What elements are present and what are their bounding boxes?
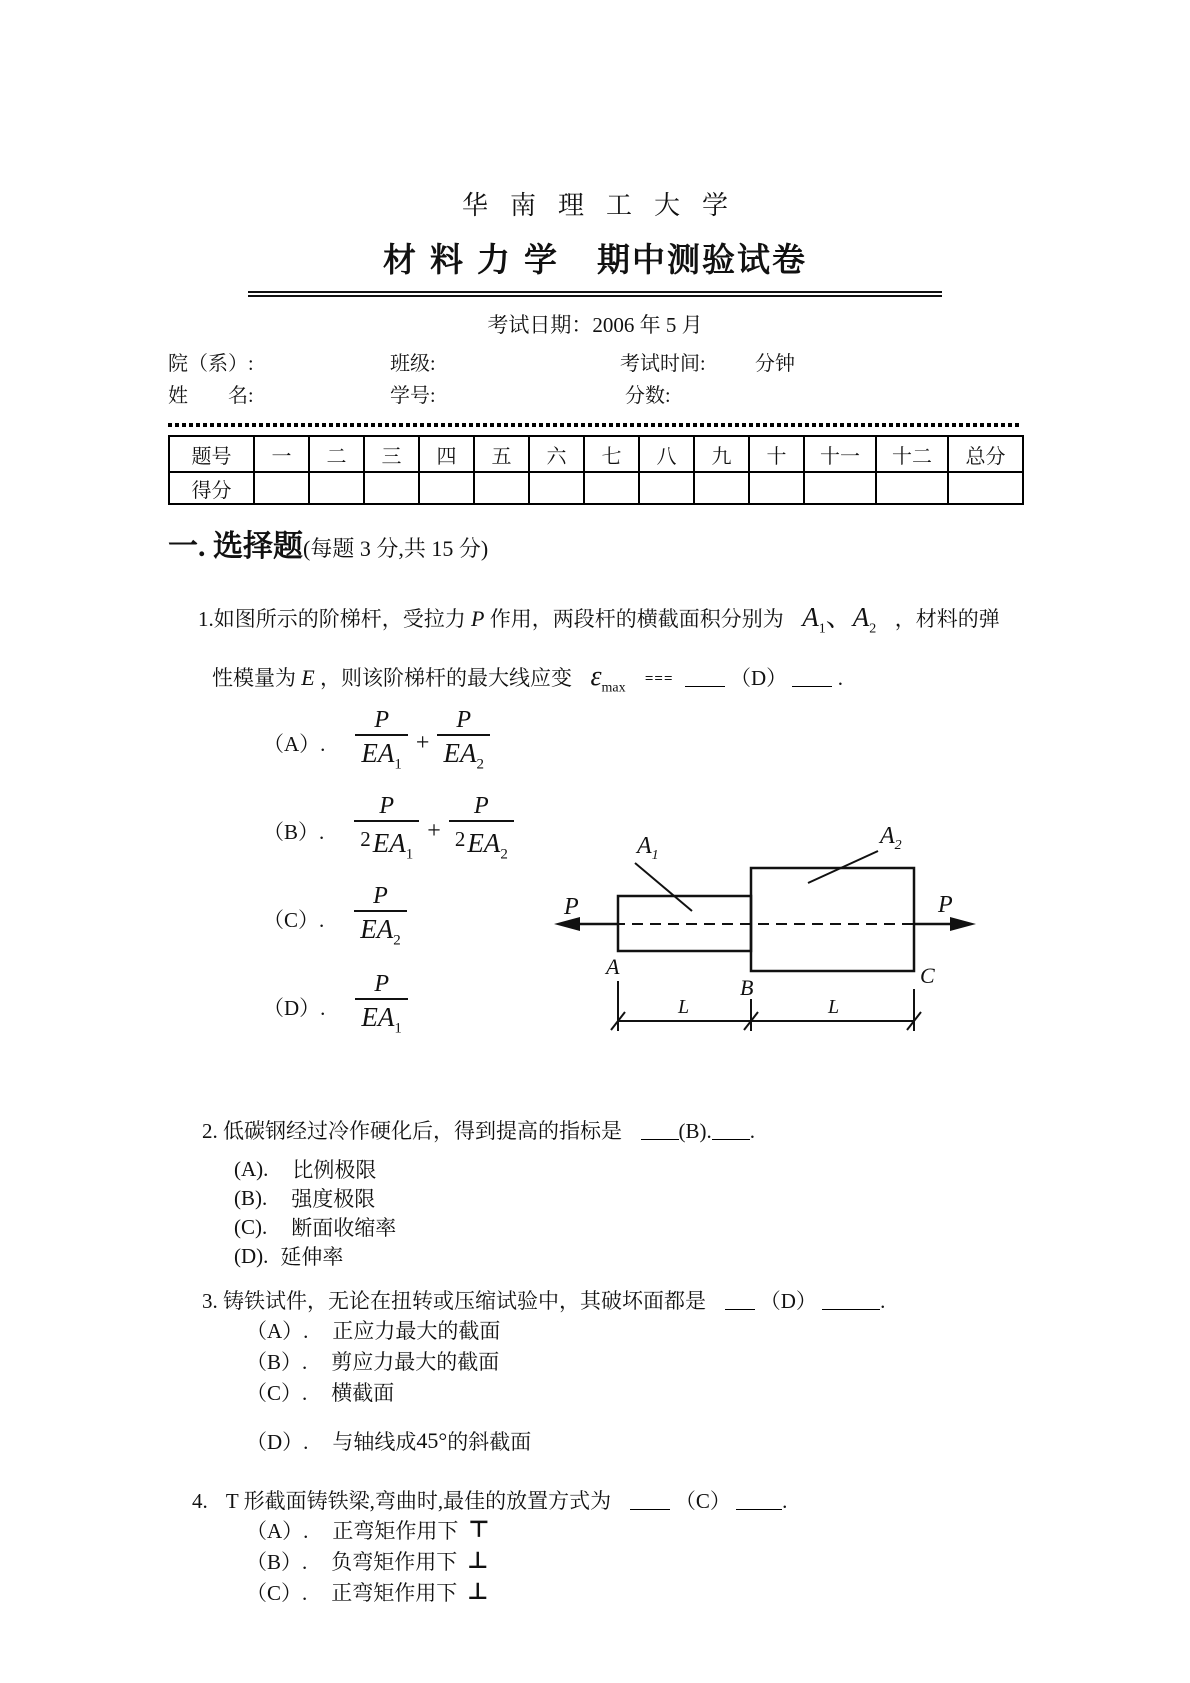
option-label: （B）. [263,820,325,845]
fraction: $\frac{P}{EA_2}$ [354,883,407,955]
score-label: 分数: [625,385,671,407]
col-header: 七 [584,436,639,472]
col-header: 四 [419,436,474,472]
q4-option-a: （A）. 正弯矩作用下 ⊤ [246,1517,490,1544]
q1-a1a2: $A_1$、$A_2$ [802,602,877,637]
student-id-label: 学号: [390,385,436,407]
row-label: 得分 [169,472,254,504]
name-label: 姓 名: [168,385,254,407]
q4-stem [168,1485,1022,1515]
q2-answer: (B). [678,1118,712,1143]
score-cell [309,472,364,504]
q4-period: . [782,1488,788,1513]
q3-option-a: （A）. 正应力最大的截面 [246,1319,501,1344]
student-info-fields [168,347,1022,411]
score-cell [254,472,309,504]
score-table-header-row [169,436,1023,472]
question-2 [168,1115,1022,1271]
fraction: $\frac{P}{EA_1}$ [355,971,408,1043]
col-header: 一 [254,436,309,472]
option-label: （A）. [263,732,326,757]
score-cell [364,472,419,504]
question-4 [168,1485,1022,1608]
q1-option-a [263,707,490,779]
q4-blank-left [630,1491,670,1510]
col-header: 八 [639,436,694,472]
q1-equals: === [644,671,674,688]
exam-type: 期中测验试卷 [597,243,807,279]
title-double-rule [248,291,942,297]
q3-option-b: （B）. 剪应力最大的截面 [246,1350,500,1375]
dim-l2-label: L [828,995,840,1018]
q1-text: ，材料的弹 [894,607,1000,631]
p-left-label: P [564,893,579,920]
q4-answer: （C） [674,1488,731,1513]
q1-text: ，则该阶梯杆的最大线应变 [319,666,572,691]
col-header: 十一 [804,436,876,472]
plus-sign: + [427,817,441,844]
score-table [168,435,1024,505]
dept-label: 院（系）: [168,353,254,375]
a1-label: $A_1$ [637,832,659,863]
course-name: 材料力学 [383,243,571,279]
q3-stem [168,1285,1022,1315]
q1-blank-right [792,668,832,687]
fraction: $\frac{P}{^2EA_1}$ [354,793,419,869]
p-right-label: P [938,891,953,918]
t-section-bottom-flange-icon: ⊥ [467,1548,489,1575]
q4-option-b: （B）. 负弯矩作用下 ⊥ [246,1548,489,1575]
section-note: (每题 3 分,共 15 分) [303,536,489,561]
q2-period: . [749,1118,755,1143]
a2-label: $A_2$ [880,822,902,853]
col-header: 三 [364,436,419,472]
col-header: 总分 [948,436,1023,472]
section-heading [168,521,1022,565]
option-label: （D）. [263,996,326,1021]
question-1-line-2 [168,661,1022,697]
fraction: $\frac{P}{EA_1}$ [355,707,408,779]
score-cell [529,472,584,504]
stepped-bar-figure [540,781,985,1039]
score-cell [804,472,876,504]
col-header: 六 [529,436,584,472]
exam-time-label: 考试时间: [620,353,706,375]
question-3 [168,1285,1022,1457]
q1-blank-left [685,668,725,687]
score-cell [419,472,474,504]
score-cell [639,472,694,504]
q2-option-d: (D). 延伸率 [234,1243,344,1270]
score-cell [749,472,804,504]
q2-option-b: (B). 强度极限 [234,1185,376,1212]
a1-leader-line [635,863,692,911]
question-1-line-1 [168,595,1022,637]
q1-option-d [263,971,408,1043]
q1-var-e: E [301,665,315,691]
q3-answer: （D） [759,1288,817,1313]
q3-option-c: （C）. 横截面 [246,1381,395,1406]
q1-option-b [263,793,514,869]
q4-number: 4. [192,1488,208,1513]
class-label: 班级: [390,353,436,375]
large-bar-segment [751,868,914,971]
info-row-1 [168,347,1022,379]
col-header: 题号 [169,436,254,472]
q1-period: . [837,666,843,691]
t-section-bottom-flange-icon: ⊥ [467,1579,489,1606]
q1-options-and-figure [168,705,1022,1065]
q4-blank-right [736,1491,782,1510]
score-cell [584,472,639,504]
option-label: （C）. [263,908,325,933]
q3-degree-value: 45° [416,1428,448,1454]
point-c-label: C [920,962,935,988]
plus-sign: + [415,729,430,756]
dim-l1-label: L [678,995,690,1018]
q1-var-p: P [471,606,485,631]
right-arrowhead [950,917,976,931]
q2-text: 低碳钢经过冷作硬化后，得到提高的指标是 [223,1118,622,1143]
q4-text: T 形截面铸铁梁,弯曲时,最佳的放置方式为 [225,1488,612,1513]
q1-epsilon-max: $\varepsilon_{max}$ [590,661,626,696]
q1-text: 作用，两段杆的横截面积分别为 [489,607,784,631]
fraction: $\frac{P}{EA_2}$ [437,707,490,779]
exam-title [168,234,1022,281]
q2-blank-right [712,1121,750,1140]
score-cell [876,472,948,504]
q3-blank-right [822,1291,880,1310]
q1-number: 1. [198,607,214,631]
q1-text: 如图所示的阶梯杆，受拉力 [213,607,466,631]
q3-option-d: （D）. 与轴线成 45° 的斜截面 [246,1428,532,1455]
point-b-label: B [740,974,754,1000]
col-header: 九 [694,436,749,472]
section-title: 一. 选择题 [168,530,303,563]
col-header: 十 [749,436,804,472]
score-cell [694,472,749,504]
score-cell [474,472,529,504]
fraction: $\frac{P}{^2EA_2}$ [449,793,514,869]
col-header: 五 [474,436,529,472]
point-a-label: A [606,953,620,979]
col-header: 十二 [876,436,948,472]
score-cell [948,472,1023,504]
score-table-value-row [169,472,1023,504]
q3-text: 铸铁试件，无论在扭转或压缩试验中，其破坏面都是 [223,1288,706,1313]
q1-text: 性模量为 [212,666,296,691]
q2-option-c: (C). 断面收缩率 [234,1214,397,1241]
t-section-top-flange-icon: ⊤ [468,1517,490,1544]
q1-answer: （D） [730,666,788,691]
q3-blank-left [725,1291,755,1310]
dotted-separator [168,423,1022,427]
q3-period: . [880,1288,886,1313]
university-name: 华南理工大学 [461,191,750,220]
q2-option-a: (A). 比例极限 [234,1156,377,1183]
q2-number: 2. [202,1118,218,1143]
col-header: 二 [309,436,364,472]
q2-stem [168,1115,1022,1145]
q2-blank-left [641,1121,679,1140]
q3-number: 3. [202,1288,218,1313]
minutes-label: 分钟 [755,353,795,375]
q4-option-c: （C）. 正弯矩作用下 ⊥ [246,1579,489,1606]
q1-option-c [263,883,407,955]
info-row-2 [168,379,1022,411]
exam-date: 考试日期：2006 年 5 月 [487,313,703,337]
